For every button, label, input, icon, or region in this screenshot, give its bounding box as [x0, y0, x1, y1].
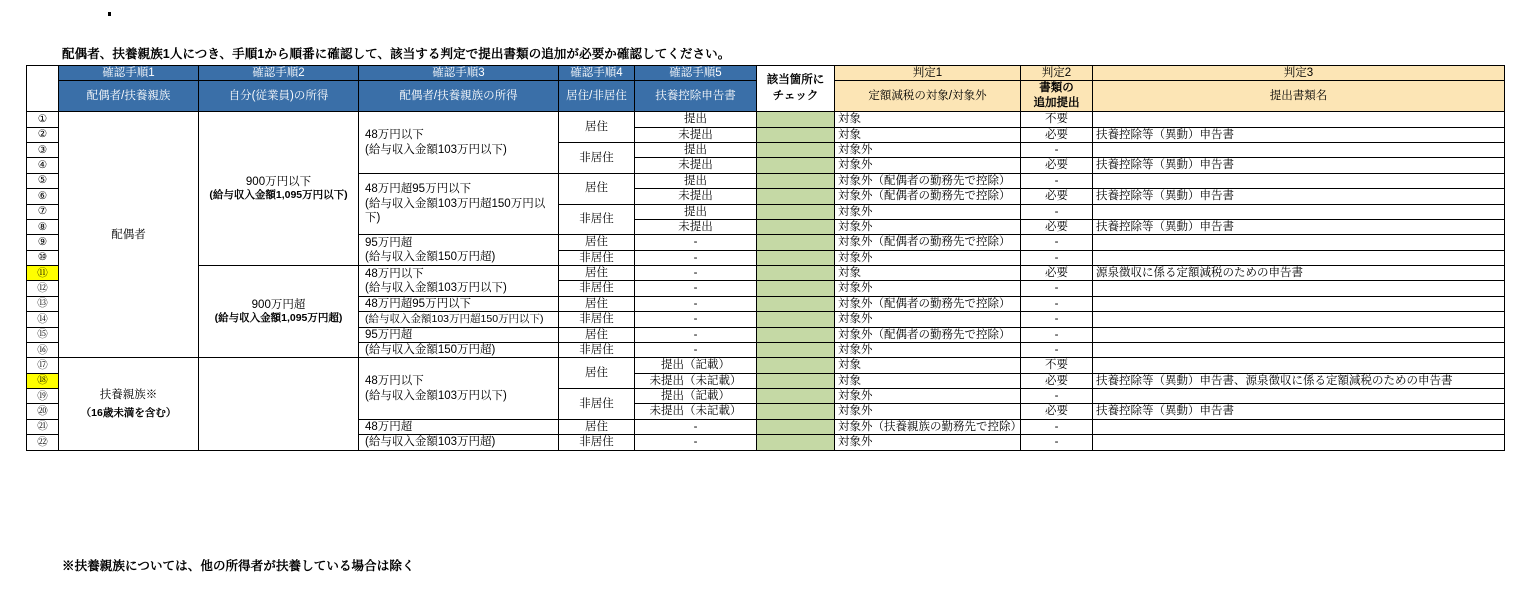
header-additional-line2: 追加提出: [1033, 97, 1080, 110]
declaration-cell: 提出（記載）: [635, 389, 757, 404]
check-cell[interactable]: [757, 235, 835, 250]
judgment3-cell: [1093, 389, 1505, 404]
footnote-text: ※扶養親族については、他の所得者が扶養している場合は除く: [62, 559, 415, 573]
judgment2-cell: 必要: [1021, 127, 1093, 142]
own-income-line1: 900万円以下: [245, 175, 312, 188]
declaration-cell: -: [635, 435, 757, 450]
judgment2-cell: -: [1021, 173, 1093, 188]
judgment3-cell: [1093, 281, 1505, 296]
judgment2-cell: 不要: [1021, 112, 1093, 127]
judgment1-cell: 対象外: [835, 219, 1021, 234]
declaration-cell: 提出: [635, 143, 757, 158]
judgment3-cell: [1093, 312, 1505, 327]
row-number: ③: [27, 143, 59, 158]
header-check-line1: 該当箇所に: [766, 74, 825, 87]
residence-cell: 居住: [559, 327, 635, 342]
declaration-cell: -: [635, 312, 757, 327]
judgment1-cell: 対象外: [835, 204, 1021, 219]
dependent-income-cell: (給与収入金額103万円超): [359, 435, 559, 450]
header-judgment2: 判定2: [1021, 66, 1093, 81]
check-cell[interactable]: [757, 158, 835, 173]
judgment2-cell: 必要: [1021, 189, 1093, 204]
header-judgment3: 判定3: [1093, 66, 1505, 81]
row-number: ⑬: [27, 296, 59, 311]
group-dependent: [59, 358, 199, 450]
judgment1-cell: 対象外: [835, 158, 1021, 173]
check-cell[interactable]: [757, 250, 835, 265]
judgment3-cell: [1093, 327, 1505, 342]
residence-cell: 居住: [559, 358, 635, 389]
row-number: ㉑: [27, 419, 59, 434]
row-number: ⑥: [27, 189, 59, 204]
judgment1-cell: 対象外: [835, 143, 1021, 158]
declaration-cell: 提出: [635, 112, 757, 127]
dependent-income-cell: 48万円超95万円以下: [359, 296, 559, 311]
residence-cell: 居住: [559, 419, 635, 434]
dep-income-line2: (給与収入金額103万円以下): [365, 143, 507, 156]
row-number: ⑳: [27, 404, 59, 419]
table-header-row-1: [27, 66, 1505, 81]
header-additional-line1: 書類の: [1039, 82, 1074, 95]
declaration-cell: 未提出: [635, 219, 757, 234]
dep-income-line1: 48万円以下: [365, 375, 424, 388]
check-cell[interactable]: [757, 281, 835, 296]
own-income-line1: 900万円超: [251, 298, 306, 311]
dep-income-line2: (給与収入金額103万円以下): [365, 281, 507, 294]
dependent-income-cell: (給与収入金額150万円超): [359, 342, 559, 357]
check-cell[interactable]: [757, 266, 835, 281]
own-income-line2: (給与収入金額1,095万円超): [214, 312, 343, 325]
header-row-number: [27, 66, 59, 112]
judgment1-cell: 対象: [835, 127, 1021, 142]
row-number: ⑮: [27, 327, 59, 342]
header-step3: 確認手順3: [359, 66, 559, 81]
table-row: [27, 358, 1505, 373]
row-number: ⑤: [27, 173, 59, 188]
judgment2-cell: 必要: [1021, 404, 1093, 419]
dep-income-line2: (給与収入金額103万円以下): [365, 389, 507, 402]
declaration-cell: -: [635, 250, 757, 265]
row-number: ⑲: [27, 389, 59, 404]
check-cell[interactable]: [757, 327, 835, 342]
judgment3-cell: [1093, 250, 1505, 265]
dep-income-line1: 48万円以下: [365, 267, 424, 280]
table-row: [27, 112, 1505, 127]
header-step2: 確認手順2: [199, 66, 359, 81]
judgment3-cell: 扶養控除等（異動）申告書: [1093, 189, 1505, 204]
header-step1: 確認手順1: [59, 66, 199, 81]
judgment2-cell: 必要: [1021, 266, 1093, 281]
dependent-income-cell: [359, 235, 559, 266]
judgment2-cell: -: [1021, 419, 1093, 434]
judgment3-cell: [1093, 235, 1505, 250]
residence-cell: 居住: [559, 112, 635, 143]
judgment1-cell: 対象外: [835, 250, 1021, 265]
dep-income-line1: 48万円超95万円以下: [365, 183, 472, 196]
check-cell[interactable]: [757, 312, 835, 327]
table-body: [27, 112, 1505, 450]
judgment3-cell: [1093, 143, 1505, 158]
stray-mark: [108, 12, 111, 16]
check-cell[interactable]: [757, 404, 835, 419]
group-dependent-line2: （16歳未満を含む）: [80, 406, 177, 419]
residence-cell: 非居住: [559, 204, 635, 235]
declaration-cell: 未提出（未記載）: [635, 373, 757, 388]
residence-cell: 非居住: [559, 281, 635, 296]
row-number: ⑭: [27, 312, 59, 327]
judgment1-cell: 対象外: [835, 342, 1021, 357]
declaration-cell: 未提出: [635, 189, 757, 204]
declaration-cell: 未提出: [635, 127, 757, 142]
intro-text: 配偶者、扶養親族1人につき、手順1から順番に確認して、該当する判定で提出書類の追加が必要か確認してください。: [62, 47, 731, 61]
residence-cell: 非居住: [559, 389, 635, 420]
judgment1-cell: 対象外: [835, 389, 1021, 404]
declaration-cell: 未提出（未記載）: [635, 404, 757, 419]
group-own-income-over900: [199, 266, 359, 358]
check-cell[interactable]: [757, 435, 835, 450]
dependent-income-cell: [359, 173, 559, 235]
residence-cell: 居住: [559, 296, 635, 311]
judgment1-cell: 対象外（配偶者の勤務先で控除）: [835, 235, 1021, 250]
check-cell[interactable]: [757, 419, 835, 434]
check-cell[interactable]: [757, 373, 835, 388]
judgment1-cell: 対象外: [835, 435, 1021, 450]
judgment2-cell: -: [1021, 296, 1093, 311]
judgment2-cell: -: [1021, 435, 1093, 450]
check-cell[interactable]: [757, 143, 835, 158]
dependent-income-cell: [359, 112, 559, 174]
header-target-or-not: 定額減税の対象/対象外: [835, 81, 1021, 112]
check-cell[interactable]: [757, 173, 835, 188]
group-spouse: 配偶者: [59, 112, 199, 358]
row-number: ⑧: [27, 219, 59, 234]
row-number: ④: [27, 158, 59, 173]
dep-income-line2: (給与収入金額103万円超150万円以下): [365, 197, 546, 225]
judgment3-cell: [1093, 204, 1505, 219]
check-cell[interactable]: [757, 127, 835, 142]
judgment1-cell: 対象外: [835, 404, 1021, 419]
check-cell[interactable]: [757, 389, 835, 404]
dependent-income-cell: 95万円超: [359, 327, 559, 342]
declaration-cell: -: [635, 281, 757, 296]
dependent-income-cell: [359, 358, 559, 420]
row-number: ㉒: [27, 435, 59, 450]
determination-table: [26, 65, 1505, 451]
judgment2-cell: -: [1021, 327, 1093, 342]
header-document-name: 提出書類名: [1093, 81, 1505, 112]
judgment3-cell: [1093, 419, 1505, 434]
own-income-line2: (給与収入金額1,095万円以下): [209, 189, 348, 202]
group-dependent-line1: 扶養親族※: [99, 389, 158, 402]
dependent-income-cell: [359, 266, 559, 297]
row-number: ⑪: [27, 266, 59, 281]
row-number: ⑦: [27, 204, 59, 219]
judgment1-cell: 対象外: [835, 312, 1021, 327]
header-own-income: 自分(従業員)の所得: [199, 81, 359, 112]
judgment1-cell: 対象外: [835, 281, 1021, 296]
judgment3-cell: [1093, 358, 1505, 373]
judgment1-cell: 対象: [835, 373, 1021, 388]
judgment3-cell: [1093, 296, 1505, 311]
judgment3-cell: 扶養控除等（異動）申告書、源泉徴収に係る定額減税のための申告書: [1093, 373, 1505, 388]
residence-cell: 非居住: [559, 435, 635, 450]
declaration-cell: -: [635, 235, 757, 250]
header-residence: 居住/非居住: [559, 81, 635, 112]
header-declaration-form: 扶養控除申告書: [635, 81, 757, 112]
judgment2-cell: 必要: [1021, 219, 1093, 234]
header-additional-submission: [1021, 81, 1093, 112]
judgment2-cell: -: [1021, 204, 1093, 219]
table-row: [27, 266, 1505, 281]
judgment1-cell: 対象外（配偶者の勤務先で控除）: [835, 296, 1021, 311]
check-cell[interactable]: [757, 204, 835, 219]
judgment2-cell: 不要: [1021, 358, 1093, 373]
declaration-cell: -: [635, 266, 757, 281]
check-cell[interactable]: [757, 358, 835, 373]
row-number: ⑯: [27, 342, 59, 357]
header-step5: 確認手順5: [635, 66, 757, 81]
row-number: ⑰: [27, 358, 59, 373]
declaration-cell: -: [635, 342, 757, 357]
header-check-column: [757, 66, 835, 112]
check-cell[interactable]: [757, 219, 835, 234]
dependent-income-cell: (給与収入金額103万円超150万円以下): [359, 312, 559, 327]
judgment2-cell: -: [1021, 281, 1093, 296]
declaration-cell: -: [635, 419, 757, 434]
residence-cell: 居住: [559, 266, 635, 281]
row-number: ⑱: [27, 373, 59, 388]
group-own-income-blank: [199, 358, 359, 450]
judgment1-cell: 対象: [835, 266, 1021, 281]
header-step4: 確認手順4: [559, 66, 635, 81]
declaration-cell: 提出: [635, 204, 757, 219]
judgment2-cell: 必要: [1021, 373, 1093, 388]
judgment2-cell: -: [1021, 312, 1093, 327]
row-number: ②: [27, 127, 59, 142]
declaration-cell: 未提出: [635, 158, 757, 173]
judgment1-cell: 対象外（配偶者の勤務先で控除）: [835, 173, 1021, 188]
judgment1-cell: 対象外（扶養親族の勤務先で控除）: [835, 419, 1021, 434]
residence-cell: 非居住: [559, 250, 635, 265]
check-cell[interactable]: [757, 296, 835, 311]
judgment3-cell: 源泉徴収に係る定額減税のための申告書: [1093, 266, 1505, 281]
header-judgment1: 判定1: [835, 66, 1021, 81]
judgment2-cell: -: [1021, 389, 1093, 404]
row-number: ⑫: [27, 281, 59, 296]
judgment2-cell: -: [1021, 342, 1093, 357]
judgment3-cell: 扶養控除等（異動）申告書: [1093, 127, 1505, 142]
dep-income-line1: 48万円以下: [365, 129, 424, 142]
declaration-cell: 提出（記載）: [635, 358, 757, 373]
judgment3-cell: [1093, 342, 1505, 357]
judgment2-cell: -: [1021, 143, 1093, 158]
judgment3-cell: 扶養控除等（異動）申告書: [1093, 158, 1505, 173]
judgment2-cell: -: [1021, 250, 1093, 265]
check-cell[interactable]: [757, 189, 835, 204]
residence-cell: 居住: [559, 235, 635, 250]
dep-income-line1: 95万円超: [365, 236, 413, 249]
residence-cell: 非居住: [559, 143, 635, 174]
judgment2-cell: -: [1021, 235, 1093, 250]
row-number: ⑩: [27, 250, 59, 265]
check-cell[interactable]: [757, 342, 835, 357]
residence-cell: 非居住: [559, 312, 635, 327]
header-dependent-income: 配偶者/扶養親族の所得: [359, 81, 559, 112]
residence-cell: 居住: [559, 173, 635, 204]
judgment2-cell: 必要: [1021, 158, 1093, 173]
judgment1-cell: 対象: [835, 358, 1021, 373]
judgment1-cell: 対象外（配偶者の勤務先で控除）: [835, 327, 1021, 342]
judgment1-cell: 対象: [835, 112, 1021, 127]
dependent-income-cell: 48万円超: [359, 419, 559, 434]
row-number: ⑨: [27, 235, 59, 250]
residence-cell: 非居住: [559, 342, 635, 357]
declaration-cell: 提出: [635, 173, 757, 188]
judgment3-cell: [1093, 112, 1505, 127]
group-own-income-under900: [199, 112, 359, 266]
row-number: ①: [27, 112, 59, 127]
judgment3-cell: 扶養控除等（異動）申告書: [1093, 219, 1505, 234]
declaration-cell: -: [635, 327, 757, 342]
header-spouse-dependent: 配偶者/扶養親族: [59, 81, 199, 112]
judgment3-cell: [1093, 435, 1505, 450]
declaration-cell: -: [635, 296, 757, 311]
judgment3-cell: [1093, 173, 1505, 188]
judgment1-cell: 対象外（配偶者の勤務先で控除）: [835, 189, 1021, 204]
judgment3-cell: 扶養控除等（異動）申告書: [1093, 404, 1505, 419]
dep-income-line2: (給与収入金額150万円超): [365, 251, 496, 264]
header-check-line2: チェック: [772, 89, 819, 102]
check-cell[interactable]: [757, 112, 835, 127]
